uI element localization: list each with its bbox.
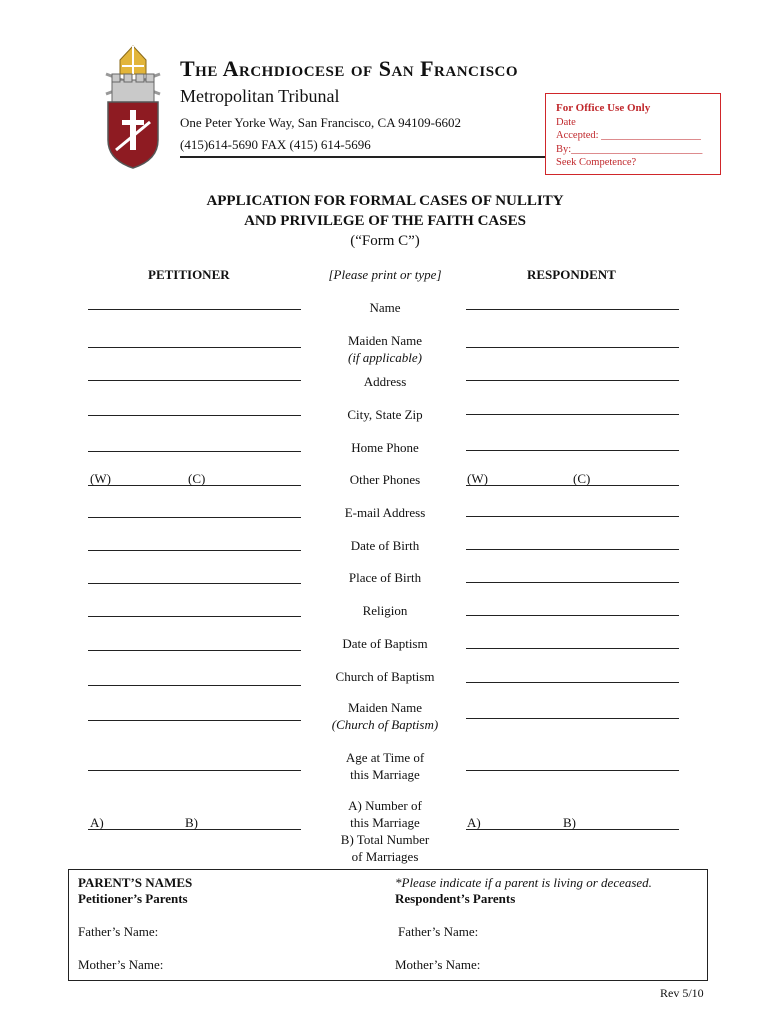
office-use-title: For Office Use Only [556,102,651,114]
form-title-line2: AND PRIVILEGE OF THE FAITH CASES [244,213,526,229]
petitioner-dob-field[interactable] [88,550,301,551]
header-rule [180,156,546,158]
office-use-box [545,93,721,175]
label-maiden-baptism-note: (Church of Baptism) [331,717,439,732]
label-city-state-zip: City, State Zip [347,407,423,422]
label-maiden-note: (if applicable) [347,350,422,365]
respondent-maiden-name-field[interactable] [466,347,679,348]
label-age-line2: this Marriage [350,767,420,782]
petitioner-date-baptism-field[interactable] [88,650,301,651]
respondent-age-field[interactable] [466,770,679,771]
organization-address: One Peter Yorke Way, San Francisco, CA 94109-6602 [180,115,461,130]
respondent-work-phone-label: (W) [467,471,488,486]
label-number-of-marriages [300,797,470,865]
petitioner-father-label: Father’s Name: [78,924,159,939]
respondent-name-field[interactable] [466,309,679,310]
respondent-religion-field[interactable] [466,615,679,616]
petitioner-work-phone-label: (W) [90,471,111,486]
petitioner-email-field[interactable] [88,517,301,518]
respondent-dob-field[interactable] [466,549,679,550]
label-maiden-baptism-text: Maiden Name [347,700,422,715]
petitioner-cell-phone-label: (C) [188,471,206,486]
label-religion: Religion [362,603,408,618]
respondent-email-field[interactable] [466,516,679,517]
label-num-line2: this Marriage [350,815,420,830]
form-subtitle: (“Form C”) [350,233,420,249]
revision-label: Rev 5/10 [660,986,704,1000]
petitioner-a-label: A) [90,815,104,830]
petitioner-name-field[interactable] [88,309,301,310]
parents-heading: PARENT’S NAMES [78,875,193,890]
petitioner-church-baptism-field[interactable] [88,685,301,686]
tribunal-name: Metropolitan Tribunal [180,86,340,106]
petitioner-religion-field[interactable] [88,616,301,617]
label-church-of-baptism: Church of Baptism [335,669,435,684]
petitioner-home-phone-field[interactable] [88,451,301,452]
label-num-line1: A) Number of [348,798,422,813]
label-email: E-mail Address [344,505,426,520]
respondent-father-label: Father’s Name: [398,924,479,939]
petitioner-heading: PETITIONER [148,267,230,282]
petitioner-age-field[interactable] [88,770,301,771]
respondent-church-baptism-field[interactable] [466,682,679,683]
label-age-line1: Age at Time of [345,750,425,765]
respondent-date-baptism-field[interactable] [466,648,679,649]
label-maiden-name [300,332,470,366]
label-home-phone: Home Phone [351,440,419,455]
office-by: By:_________________________ [556,143,703,155]
office-seek-competence: Seek Competence? [556,157,637,168]
organization-name: The Archdiocese of San Francisco [180,56,519,81]
petitioner-maiden-name-field[interactable] [88,347,301,348]
respondent-maiden-baptism-field[interactable] [466,718,679,719]
respondent-mother-label: Mother’s Name: [395,957,481,972]
petitioner-parents-heading: Petitioner’s Parents [78,891,188,906]
respondent-cell-phone-label: (C) [573,471,591,486]
petitioner-pob-field[interactable] [88,583,301,584]
print-note: [Please print or type] [328,267,442,282]
petitioner-city-state-zip-field[interactable] [88,415,301,416]
label-place-of-birth: Place of Birth [348,570,422,585]
petitioner-mother-label: Mother’s Name: [78,957,164,972]
office-accepted: Accepted: ___________________ [556,130,701,141]
label-maiden-name-text: Maiden Name [347,333,422,348]
label-other-phones: Other Phones [349,472,421,487]
organization-phone: (415)614-5690 FAX (415) 614-5696 [180,137,371,152]
label-num-line3: B) Total Number [340,832,430,847]
label-address: Address [363,374,407,389]
petitioner-b-label: B) [185,815,198,830]
label-age-at-marriage [300,749,470,783]
label-date-of-baptism: Date of Baptism [342,636,428,651]
office-date: Date [556,116,576,128]
label-maiden-name-baptism [300,699,470,733]
respondent-b-label: B) [563,815,576,830]
label-num-line4: of Marriages [351,849,419,864]
archdiocese-crest-logo [100,44,166,172]
respondent-city-state-zip-field[interactable] [466,414,679,415]
form-title-line1: APPLICATION FOR FORMAL CASES OF NULLITY [206,193,564,209]
respondent-a-label: A) [467,815,481,830]
respondent-pob-field[interactable] [466,582,679,583]
respondent-heading: RESPONDENT [527,267,616,282]
label-name: Name [369,300,401,315]
respondent-home-phone-field[interactable] [466,450,679,451]
respondent-parents-heading: Respondent’s Parents [395,891,516,906]
parents-note: *Please indicate if a parent is living or deceased. [395,875,652,890]
petitioner-address-field[interactable] [88,380,301,381]
petitioner-maiden-baptism-field[interactable] [88,720,301,721]
label-date-of-birth: Date of Birth [350,538,420,553]
respondent-address-field[interactable] [466,380,679,381]
